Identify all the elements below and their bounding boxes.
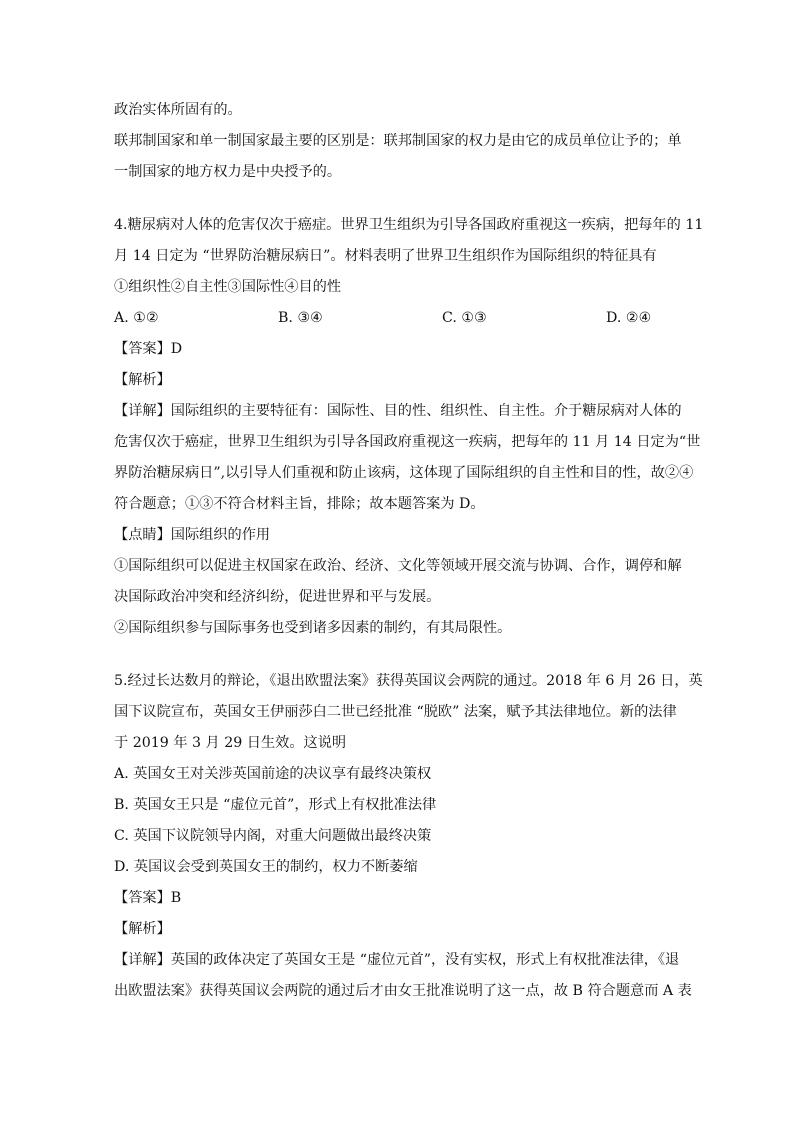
q4-tip-label: 【点睛】国际组织的作用 xyxy=(114,527,271,543)
q4-stem-line-3: ①组织性②自主性③国际性④目的性 xyxy=(114,279,342,295)
q4-tip-line-2: 决国际政治冲突和经济纠纷，促进世界和平与发展。 xyxy=(114,589,441,605)
q5-answer: 【答案】B xyxy=(114,890,182,906)
q5-stem-line-3: 于 2019 年 3 月 29 日生效。这说明 xyxy=(114,735,347,751)
q4-tip-line-3: ②国际组织参与国际事务也受到诸多因素的制约，有其局限性。 xyxy=(114,620,512,636)
q4-option-d: D. ②④ xyxy=(606,310,652,326)
q4-detail-line-1: 【详解】国际组织的主要特征有：国际性、目的性、组织性、自主性。介于糖尿病对人体的 xyxy=(114,403,682,419)
q4-detail-line-3: 界防治糖尿病日”,以引导人们重视和防止该病，这体现了国际组织的自主性和目的性，故②④ xyxy=(114,465,694,481)
q4-stem-line-1: 4.糖尿病对人体的危害仅次于癌症。世界卫生组织为引导各国政府重视这一疾病，把每年的 11 xyxy=(114,217,704,233)
intro-line-2: 联邦制国家和单一制国家最主要的区别是：联邦制国家的权力是由它的成员单位让予的；单 xyxy=(114,133,682,149)
q4-detail-line-2: 危害仅次于癌症，世界卫生组织为引导各国政府重视这一疾病，把每年的 11 月 14 日定为“世 xyxy=(114,434,701,450)
intro-line-1: 政治实体所固有的。 xyxy=(114,102,242,118)
document-page xyxy=(114,98,704,1010)
spacer xyxy=(114,647,684,669)
q4-answer: 【答案】D xyxy=(114,341,183,357)
intro-line-3: 一制国家的地方权力是中央授予的。 xyxy=(114,164,342,180)
q5-option-d: D. 英国议会受到英国女王的制约，权力不断萎缩 xyxy=(114,859,418,875)
q5-stem-line-2: 国下议院宣布，英国女王伊丽莎白二世已经批准 “脱欧” 法案，赋予其法律地位。新的法律 xyxy=(114,704,677,720)
spacer xyxy=(114,191,684,213)
q5-option-b: B. 英国女王只是 “虚位元首”，形式上有权批准法律 xyxy=(114,797,437,813)
q5-stem-line-1: 5.经过长达数月的辩论，《退出欧盟法案》获得英国议会两院的通过。2018 年 6 月 26 日，英 xyxy=(114,673,703,689)
q5-option-a: A. 英国女王对关涉英国前途的决议享有最终决策权 xyxy=(114,766,432,782)
q4-options xyxy=(114,306,684,337)
q5-detail-line-1: 【详解】英国的政体决定了英国女王是 “虚位元首”，没有实权，形式上有权批准法律，《退 xyxy=(114,952,680,968)
q5-option-c: C. 英国下议院领导内阁，对重大问题做出最终决策 xyxy=(114,828,432,844)
q4-option-c: C. ①③ xyxy=(442,310,487,326)
q4-option-b: B. ③④ xyxy=(278,310,323,326)
q5-analysis-label: 【解析】 xyxy=(114,921,171,937)
q4-stem-line-2: 月 14 日定为 “世界防治糖尿病日”。材料表明了世界卫生组织作为国际组织的特征具有 xyxy=(114,248,657,264)
q4-analysis-label: 【解析】 xyxy=(114,372,171,388)
q5-detail-line-2: 出欧盟法案》获得英国议会两院的通过后才由女王批准说明了这一点，故 B 符合题意而 A 表 xyxy=(114,983,692,999)
q4-option-a: A. ①② xyxy=(114,310,159,326)
q4-tip-line-1: ①国际组织可以促进主权国家在政治、经济、文化等领域开展交流与协调、合作，调停和解 xyxy=(114,558,682,574)
q4-detail-line-4: 符合题意；①③不符合材料主旨，排除；故本题答案为 D。 xyxy=(114,496,485,512)
